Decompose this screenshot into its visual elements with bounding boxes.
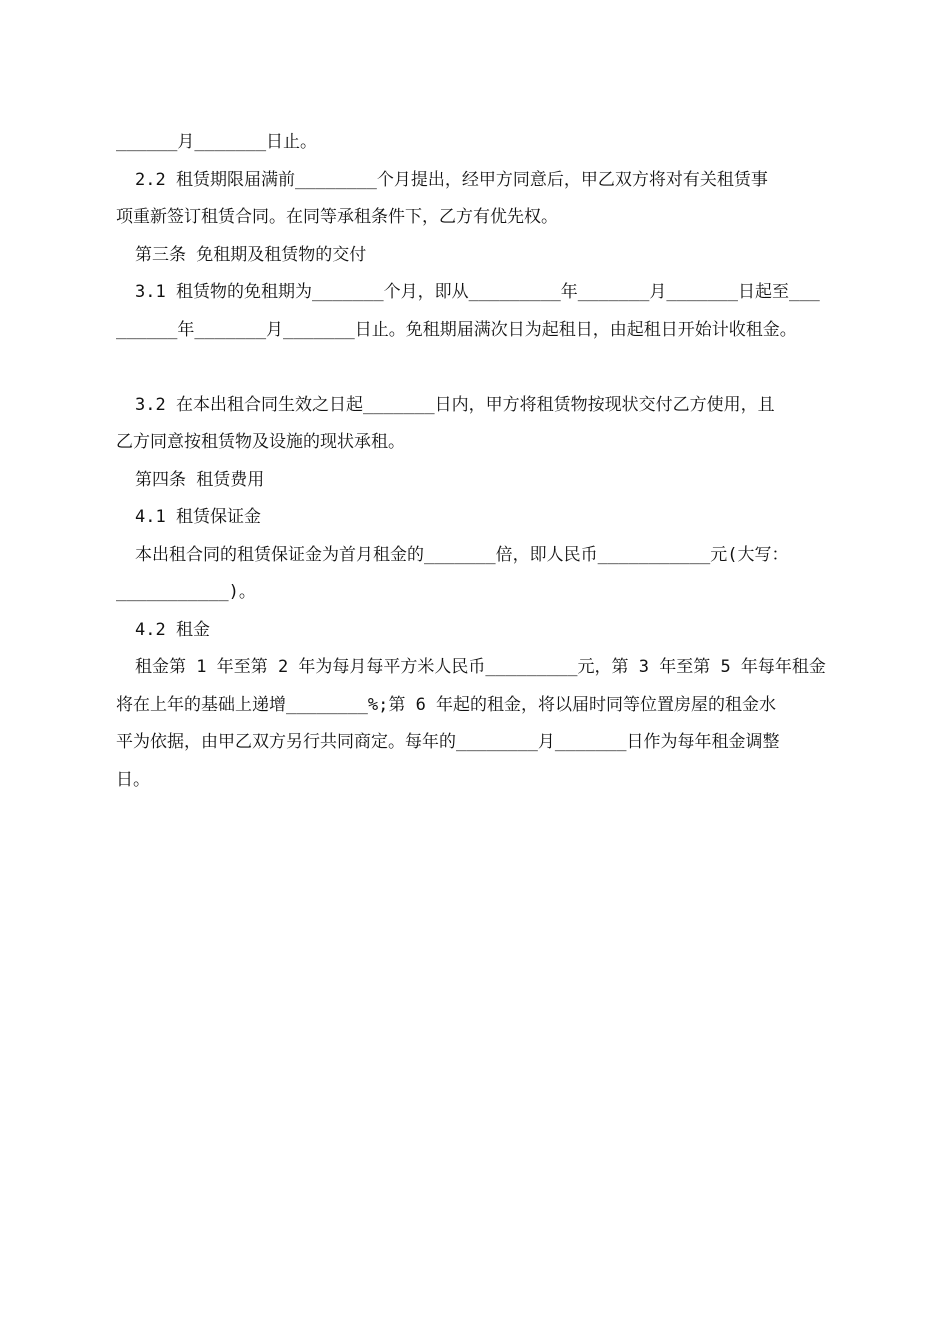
clause-3-2-line-1: 3.2 在本出租合同生效之日起_______日内，甲方将租赁物按现状交付乙方使用，且	[135, 394, 775, 415]
clause-2-2-line-2: 项重新签订租赁合同。在同等承租条件下，乙方有优先权。	[116, 207, 558, 227]
clause-4-2-line-4: 日。	[116, 769, 150, 790]
clause-3-1-line-1: 3.1 租赁物的免租期为_______个月，即从_________年_______月_______日起至___	[135, 282, 820, 302]
clause-3-2-line-2: 乙方同意按租赁物及设施的现状承租。	[116, 432, 405, 452]
clause-4-1-line-1: 本出租合同的租赁保证金为首月租金的_______倍，即人民币___________元(大写：	[135, 544, 789, 565]
blank-line	[116, 349, 846, 387]
clause-4-1-line-2: ___________)。	[116, 582, 256, 602]
text-line: ______月_______日止。	[116, 132, 318, 152]
contract-body	[116, 124, 846, 799]
clause-4-2-line-2: 将在上年的基础上递增________%;第 6 年起的租金，将以届时同等位置房屋的租金水	[116, 694, 777, 715]
clause-4-2-heading: 4.2 租金	[135, 619, 210, 640]
clause-4-1-heading: 4.1 租赁保证金	[135, 507, 261, 527]
clause-4-2-line-1: 租金第 1 年至第 2 年为每月每平方米人民币_________元，第 3 年至第 5 年每年租金	[135, 657, 826, 677]
clause-3-1-line-2: ______年_______月_______日止。免租期届满次日为起租日，由起租日开始计收租金。	[116, 319, 797, 340]
clause-2-2-line-1: 2.2 租赁期限届满前________个月提出，经甲方同意后，甲乙双方将对有关租赁事	[135, 169, 768, 190]
article-4-heading: 第四条 租赁费用	[135, 469, 265, 490]
article-3-heading: 第三条 免租期及租赁物的交付	[135, 244, 367, 265]
clause-4-2-line-3: 平为依据，由甲乙双方另行共同商定。每年的________月_______日作为每年租金调整	[116, 732, 780, 752]
